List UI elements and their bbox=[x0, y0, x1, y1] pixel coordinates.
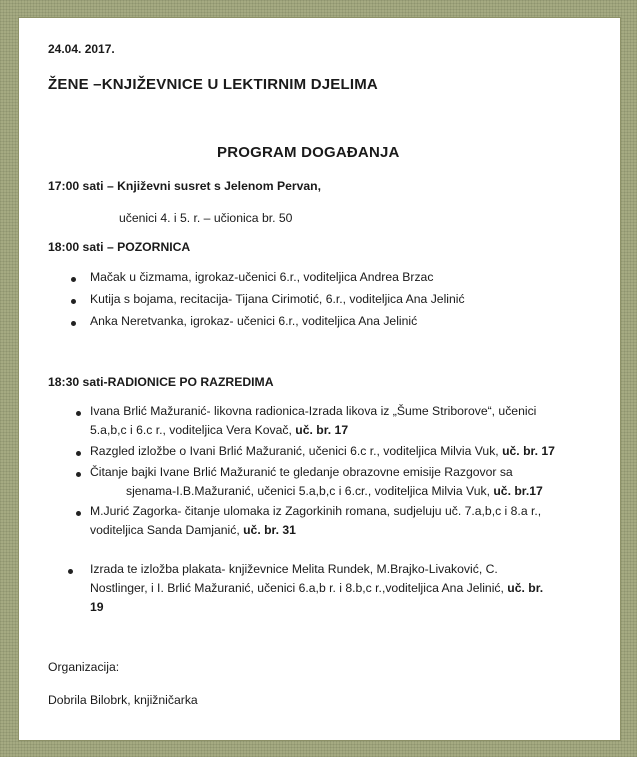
workshop-item-line: voditeljica Sanda Damjanić, uč. br. 31 bbox=[90, 523, 296, 537]
room-number: uč. br. bbox=[507, 581, 544, 595]
workshop-item-line: Izrada te izložba plakata- književnice Melita Rundek, M.Brajko-Livaković, C. bbox=[90, 562, 498, 576]
room-number: uč. br. 31 bbox=[243, 523, 296, 537]
room-number: uč. br.17 bbox=[493, 484, 543, 498]
slot3-heading: 18:30 sati-RADIONICE PO RAZREDIMA bbox=[48, 375, 274, 389]
bullet-icon bbox=[76, 511, 81, 516]
organization-label: Organizacija: bbox=[48, 660, 120, 674]
bullet-icon bbox=[71, 277, 76, 282]
workshop-item-line: Razgled izložbe o Ivani Brlić Mažuranić, učenici 6.c r., voditeljica Milvia Vuk, uč. br. 17 bbox=[90, 444, 555, 458]
document-page bbox=[18, 17, 621, 741]
bullet-icon bbox=[71, 299, 76, 304]
document-title: ŽENE –KNJIŽEVNICE U LEKTIRNIM DJELIMA bbox=[48, 76, 378, 93]
room-number: uč. br. 17 bbox=[502, 444, 555, 458]
workshop-item-line: sjenama-I.B.Mažuranić, učenici 5.a,b,c i 6.cr., voditeljica Milvia Vuk, uč. br.17 bbox=[126, 484, 543, 498]
organizer-name: Dobrila Bilobrk, knjižničarka bbox=[48, 693, 198, 707]
room-number: 19 bbox=[90, 600, 104, 614]
workshop-item-line: M.Jurić Zagorka- čitanje ulomaka iz Zagorkinih romana, sudjeluju uč. 7.a,b,c i 8.a r., bbox=[90, 504, 542, 518]
bullet-icon bbox=[76, 411, 81, 416]
workshop-item-line: Nostlinger, i I. Brlić Mažuranić, učenici 6.a,b r. i 8.b,c r.,voditeljica Ana Jelinić, uč. br. bbox=[90, 581, 544, 595]
workshop-item-line: 5.a,b,c i 6.c r., voditeljica Vera Kovač, uč. br. 17 bbox=[90, 423, 349, 437]
program-heading: PROGRAM DOGAĐANJA bbox=[217, 144, 400, 161]
bullet-icon bbox=[76, 451, 81, 456]
list-item: Mačak u čizmama, igrokaz-učenici 6.r., voditeljica Andrea Brzac bbox=[90, 270, 434, 284]
slot1-detail: učenici 4. i 5. r. – učionica br. 50 bbox=[119, 211, 293, 225]
event-date: 24.04. 2017. bbox=[48, 42, 115, 56]
list-item: Kutija s bojama, recitacija- Tijana Cirimotić, 6.r., voditeljica Ana Jelinić bbox=[90, 292, 465, 306]
list-item: Anka Neretvanka, igrokaz- učenici 6.r., voditeljica Ana Jelinić bbox=[90, 314, 418, 328]
bullet-icon bbox=[68, 569, 73, 574]
workshop-item-line: Čitanje bajki Ivane Brlić Mažuranić te gledanje obrazovne emisije Razgovor sa bbox=[90, 465, 513, 479]
bullet-icon bbox=[71, 321, 76, 326]
bullet-icon bbox=[76, 472, 81, 477]
slot2-heading: 18:00 sati – POZORNICA bbox=[48, 240, 191, 254]
slot1-heading: 17:00 sati – Književni susret s Jelenom Pervan, bbox=[48, 179, 321, 193]
room-number: uč. br. 17 bbox=[295, 423, 349, 437]
workshop-item-line: Ivana Brlić Mažuranić- likovna radionica-Izrada likova iz „Šume Striborove“, učenici bbox=[90, 404, 537, 418]
